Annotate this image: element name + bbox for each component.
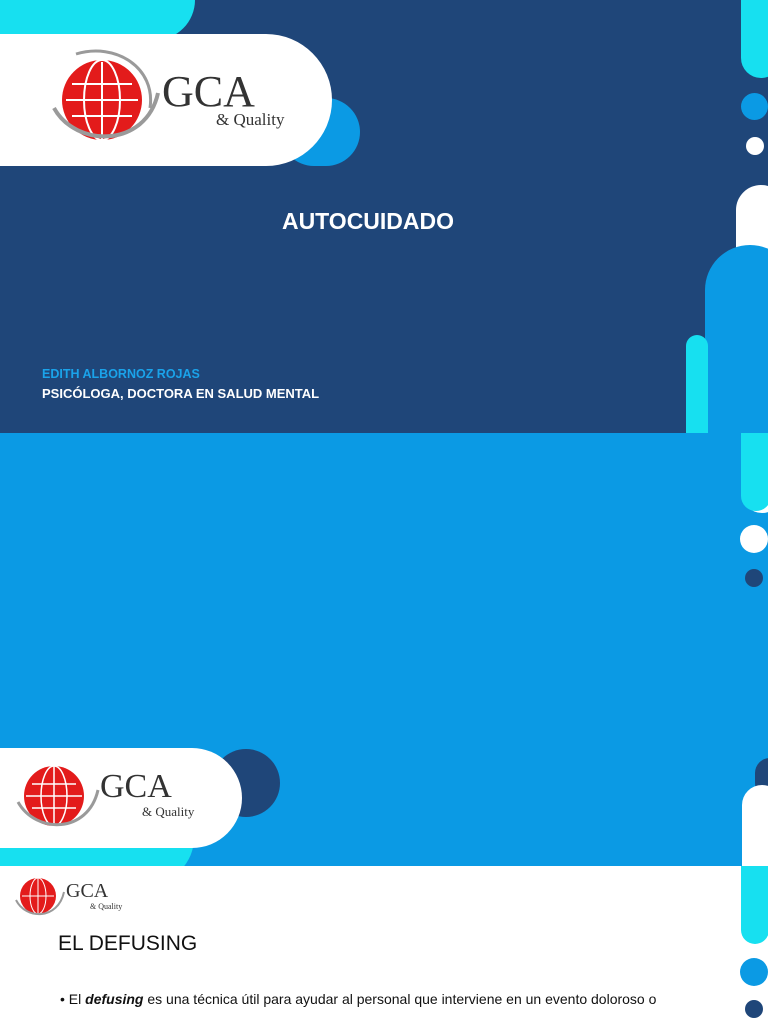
cyan-small-pill	[686, 335, 708, 433]
slide-defusing	[0, 866, 768, 1024]
blue-right-block	[705, 245, 768, 433]
logo-sub-text: & Quality	[90, 902, 123, 911]
logo-brand-text: GCA	[162, 67, 255, 116]
cyan-right-pill-1	[741, 0, 768, 78]
section-title: EL DEFUSING	[58, 932, 198, 955]
white-right-pill-3	[742, 785, 768, 866]
gca-logo-3	[14, 872, 134, 922]
logo-sub-text: & Quality	[216, 110, 285, 129]
body-text-post: es una técnica útil para ayudar al personal que interviene en un evento doloroso o	[143, 991, 657, 1007]
author-name: EDITH ALBORNOZ ROJAS	[42, 367, 200, 381]
navy-dot-3	[745, 1000, 763, 1018]
logo-brand-text: GCA	[66, 880, 109, 902]
slide-autocuidado-cover	[0, 0, 768, 433]
cyan-right-pill-2	[741, 433, 768, 511]
body-text-em: defusing	[85, 991, 144, 1007]
navy-dot-2	[745, 569, 763, 587]
slide-module-three	[0, 433, 768, 866]
blue-dot-3	[740, 958, 768, 986]
logo-sub-text: & Quality	[142, 804, 195, 819]
white-dot-1	[746, 137, 764, 155]
white-dot-2	[740, 525, 768, 553]
body-text-pre: El	[68, 991, 86, 1007]
gca-logo-2	[14, 756, 214, 836]
blue-dot-1	[741, 93, 768, 120]
cyan-right-pill-3	[741, 866, 768, 944]
body-text: • El defusing es una técnica útil para ayudar al personal que interviene en un evento doloroso o	[60, 991, 657, 1007]
gca-logo	[46, 48, 286, 156]
logo-brand-text: GCA	[100, 768, 172, 805]
slide-title: AUTOCUIDADO	[281, 208, 455, 234]
author-role: PSICÓLOGA, DOCTORA EN SALUD MENTAL	[42, 386, 320, 401]
